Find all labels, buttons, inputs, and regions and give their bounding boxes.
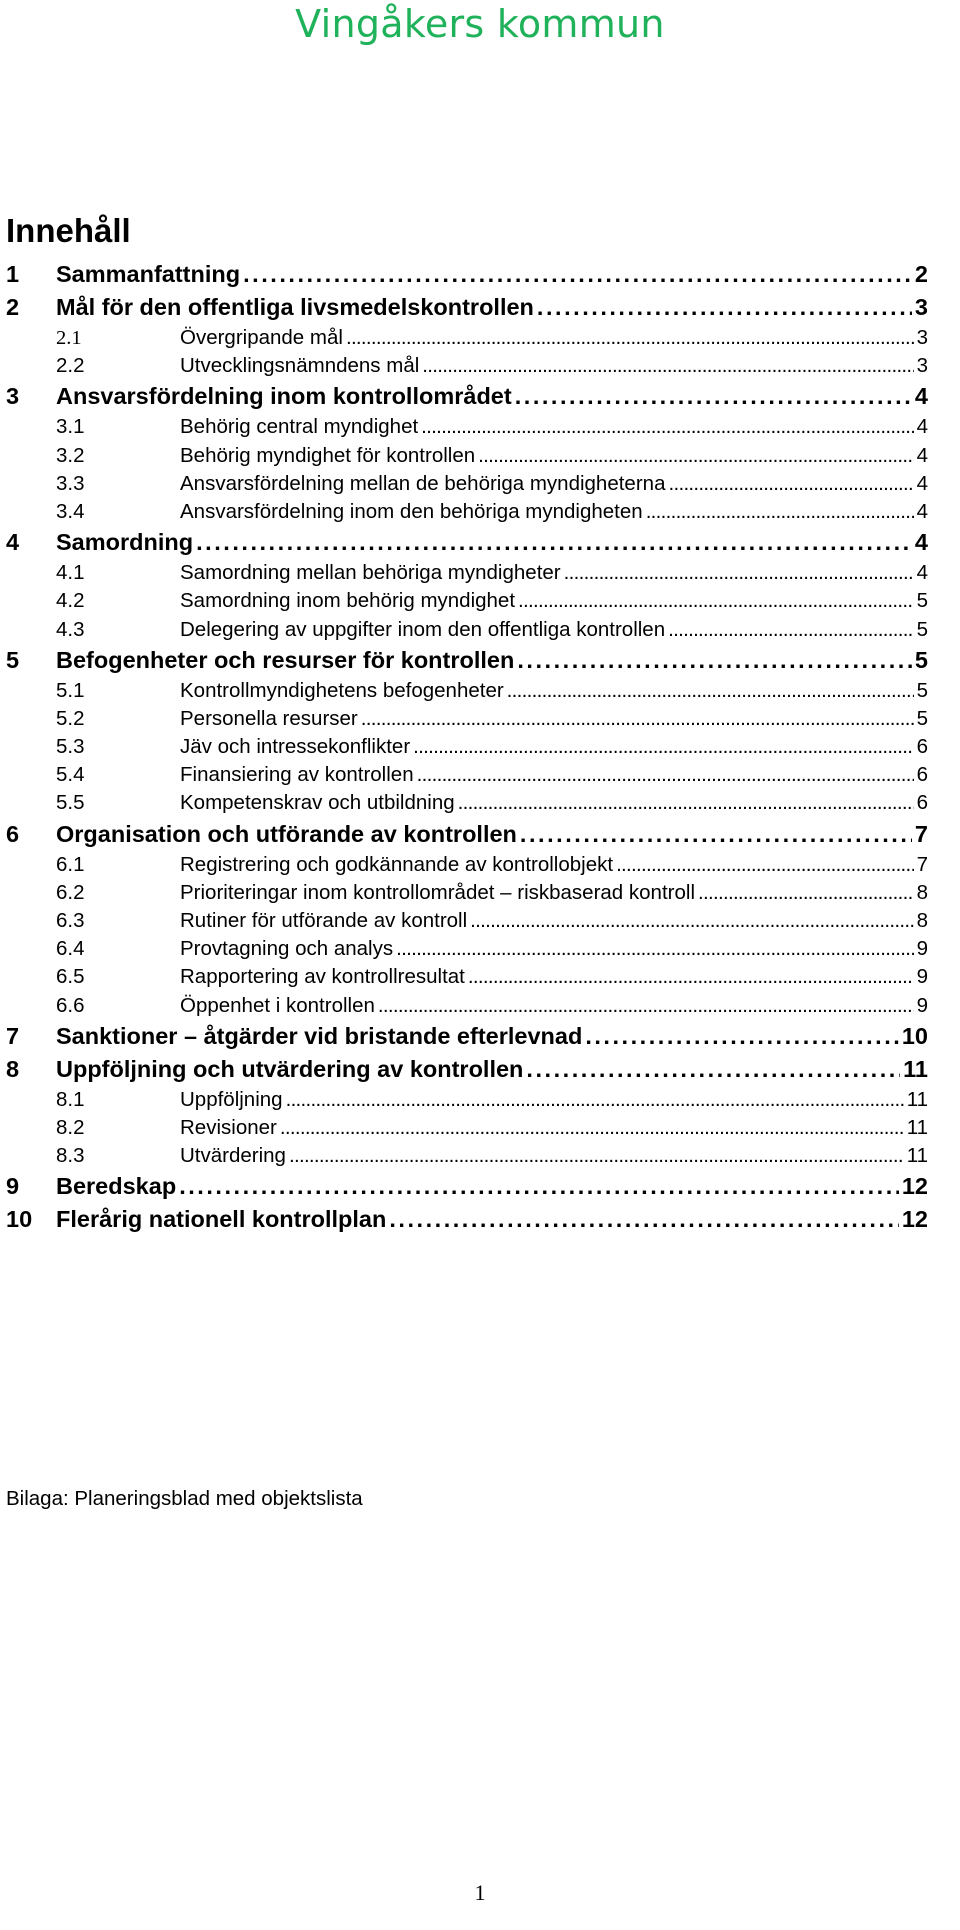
toc-entry-title: Finansiering av kontrollen	[180, 763, 414, 787]
toc-entry-title: Samordning inom behörig myndighet	[180, 589, 516, 613]
toc-entry-number: 5	[6, 646, 20, 673]
toc-entry-section[interactable]	[6, 498, 928, 526]
toc-entry-page: 5	[914, 646, 928, 673]
toc-entry-section[interactable]	[6, 789, 928, 817]
toc-entry-number: 3.2	[56, 443, 85, 467]
toc-dot-leader	[421, 413, 913, 441]
toc-entry-chapter[interactable]	[6, 1020, 928, 1053]
toc-entry-chapter[interactable]	[6, 1170, 928, 1203]
toc-entry-page: 9	[916, 965, 928, 989]
toc-dot-leader	[526, 1053, 900, 1086]
toc-entry-chapter[interactable]	[6, 1053, 928, 1086]
toc-entry-page: 5	[916, 678, 928, 702]
toc-entry-section[interactable]	[6, 1114, 928, 1142]
toc-entry-title: Rapportering av kontrollresultat	[180, 965, 465, 989]
toc-entry-section[interactable]	[6, 851, 928, 879]
toc-dot-leader	[389, 1203, 899, 1236]
toc-entry-title: Samordning mellan behöriga myndigheter	[180, 561, 561, 585]
toc-entry-number: 3.3	[56, 471, 85, 495]
toc-entry-number: 5.4	[56, 763, 85, 787]
toc-dot-leader	[413, 733, 913, 761]
toc-entry-page: 3	[916, 326, 928, 349]
toc-entry-chapter[interactable]	[6, 818, 928, 851]
municipality-logo-text: Vingåkers kommun	[295, 2, 665, 46]
toc-entry-number: 6.6	[56, 993, 85, 1017]
toc-entry-page: 6	[916, 763, 928, 787]
toc-entry-title: Jäv och intressekonflikter	[180, 735, 411, 759]
toc-entry-page: 2	[914, 261, 928, 287]
toc-entry-page: 4	[916, 415, 928, 439]
toc-entry-section[interactable]	[6, 413, 928, 441]
toc-entry-number: 4	[6, 529, 20, 556]
toc-entry-number: 6.2	[56, 880, 85, 904]
toc-entry-number: 9	[6, 1173, 20, 1200]
toc-entry-title: Kompetenskrav och utbildning	[180, 791, 455, 815]
toc-entry-title: Uppföljning	[180, 1087, 283, 1111]
toc-entry-page: 8	[916, 909, 928, 932]
toc-entry-number: 2.1	[56, 327, 82, 349]
toc-entry-number: 8.2	[56, 1115, 85, 1139]
toc-dot-leader	[646, 498, 914, 526]
toc-entry-title: Sammanfattning	[56, 261, 241, 287]
toc-entry-title: Mål för den offentliga livsmedelskontrollen	[56, 294, 534, 320]
toc-entry-number: 3	[6, 383, 20, 410]
toc-dot-leader	[378, 992, 914, 1020]
toc-entry-number: 5.3	[56, 735, 85, 759]
table-of-contents	[6, 258, 928, 1236]
toc-entry-title: Utvärdering	[180, 1144, 286, 1168]
toc-dot-leader	[698, 879, 914, 907]
toc-entry-title: Provtagning och analys	[180, 937, 394, 961]
toc-dot-leader	[517, 644, 912, 677]
toc-dot-leader	[179, 1170, 899, 1203]
toc-entry-page: 4	[916, 471, 928, 495]
toc-entry-section[interactable]	[6, 907, 928, 935]
toc-entry-number: 4.3	[56, 617, 85, 641]
toc-entry-number: 5.1	[56, 678, 85, 702]
toc-entry-title: Revisioner	[180, 1115, 277, 1139]
toc-dot-leader	[243, 258, 912, 291]
toc-entry-page: 4	[914, 529, 928, 556]
toc-dot-leader	[564, 559, 914, 587]
toc-entry-section[interactable]	[6, 761, 928, 789]
toc-entry-page: 12	[901, 1173, 928, 1200]
toc-entry-page: 9	[916, 993, 928, 1017]
toc-entry-title: Samordning	[56, 529, 194, 556]
toc-entry-title: Uppföljning och utvärdering av kontrollen	[56, 1055, 524, 1082]
toc-dot-leader	[515, 380, 912, 413]
toc-entry-page: 6	[916, 735, 928, 759]
toc-entry-title: Utvecklingsnämndens mål	[180, 354, 420, 378]
toc-entry-section[interactable]	[6, 616, 928, 644]
toc-entry-number: 5.5	[56, 791, 85, 815]
toc-entry-page: 12	[901, 1206, 928, 1233]
toc-entry-page: 11	[906, 1087, 928, 1111]
toc-entry-section[interactable]	[6, 963, 928, 991]
toc-dot-leader	[280, 1114, 904, 1142]
toc-entry-page: 6	[916, 791, 928, 815]
toc-dot-leader	[470, 907, 913, 935]
toc-entry-number: 4.1	[56, 561, 85, 585]
toc-entry-number: 6.5	[56, 965, 85, 989]
toc-dot-leader	[422, 352, 913, 380]
toc-dot-leader	[668, 470, 913, 498]
toc-entry-page: 11	[906, 1144, 928, 1168]
toc-entry-number: 2	[6, 294, 20, 320]
toc-entry-title: Delegering av uppgifter inom den offentliga kontrollen	[180, 617, 666, 641]
toc-entry-section[interactable]	[6, 352, 928, 380]
toc-dot-leader	[585, 1020, 899, 1053]
toc-dot-leader	[518, 587, 914, 615]
toc-dot-leader	[289, 1142, 904, 1170]
toc-entry-number: 10	[6, 1206, 33, 1233]
toc-entry-page: 5	[916, 617, 928, 641]
toc-entry-number: 1	[6, 261, 20, 287]
toc-dot-leader	[286, 1086, 904, 1114]
toc-entry-page: 11	[906, 1115, 928, 1139]
toc-entry-title: Prioriteringar inom kontrollområdet – riskbaserad kontroll	[180, 880, 695, 904]
toc-entry-chapter[interactable]	[6, 291, 928, 324]
toc-dot-leader	[468, 963, 914, 991]
toc-entry-page: 4	[916, 499, 928, 523]
toc-entry-number: 3.1	[56, 415, 85, 439]
toc-entry-number: 5.2	[56, 706, 85, 730]
toc-dot-leader	[417, 761, 914, 789]
toc-dot-leader	[537, 291, 912, 324]
toc-entry-number: 4.2	[56, 589, 85, 613]
toc-entry-title: Befogenheter och resurser för kontrollen	[56, 646, 515, 673]
toc-dot-leader	[616, 851, 914, 879]
toc-entry-title: Rutiner för utförande av kontroll	[180, 909, 468, 932]
toc-entry-chapter[interactable]	[6, 644, 928, 677]
toc-entry-title: Kontrollmyndighetens befogenheter	[180, 678, 504, 702]
toc-entry-page: 3	[914, 294, 928, 320]
toc-dot-leader	[346, 324, 914, 352]
toc-entry-chapter[interactable]	[6, 1203, 928, 1236]
toc-entry-page: 7	[916, 852, 928, 876]
toc-entry-section[interactable]	[6, 935, 928, 963]
toc-entry-title: Öppenhet i kontrollen	[180, 993, 375, 1017]
toc-entry-section[interactable]	[6, 733, 928, 761]
appendix-note: Bilaga: Planeringsblad med objektslista	[6, 1487, 363, 1510]
toc-entry-section[interactable]	[6, 1086, 928, 1114]
toc-entry-page: 5	[916, 706, 928, 730]
toc-entry-section[interactable]	[6, 879, 928, 907]
toc-entry-page: 7	[914, 820, 928, 847]
toc-entry-page: 5	[916, 589, 928, 613]
toc-entry-title: Registrering och godkännande av kontrollobjekt	[180, 852, 614, 876]
toc-entry-section[interactable]	[6, 677, 928, 705]
toc-entry-page: 8	[916, 880, 928, 904]
toc-entry-title: Behörig central myndighet	[180, 415, 419, 439]
toc-entry-section[interactable]	[6, 587, 928, 615]
toc-entry-page: 9	[916, 937, 928, 961]
toc-entry-title: Övergripande mål	[180, 326, 343, 349]
toc-entry-number: 7	[6, 1022, 20, 1049]
toc-entry-section[interactable]	[6, 1142, 928, 1170]
toc-dot-leader	[507, 677, 914, 705]
toc-entry-number: 6.4	[56, 937, 85, 961]
toc-entry-section[interactable]	[6, 559, 928, 587]
toc-entry-number: 3.4	[56, 499, 85, 523]
toc-dot-leader	[458, 789, 914, 817]
toc-dot-leader	[361, 705, 914, 733]
toc-entry-title: Personella resurser	[180, 706, 358, 730]
toc-entry-title: Sanktioner – åtgärder vid bristande efterlevnad	[56, 1022, 583, 1049]
toc-entry-title: Ansvarsfördelning mellan de behöriga myndigheterna	[180, 471, 666, 495]
toc-entry-section[interactable]	[6, 992, 928, 1020]
toc-entry-number: 8	[6, 1055, 20, 1082]
toc-entry-number: 6	[6, 820, 20, 847]
toc-entry-page: 4	[916, 443, 928, 467]
toc-entry-number: 8.3	[56, 1144, 85, 1168]
toc-entry-section[interactable]	[6, 705, 928, 733]
toc-dot-leader	[196, 526, 912, 559]
toc-dot-leader	[478, 442, 913, 470]
toc-entry-title: Ansvarsfördelning inom kontrollområdet	[56, 383, 512, 410]
toc-entry-chapter[interactable]	[6, 526, 928, 559]
toc-dot-leader	[520, 818, 912, 851]
toc-entry-title: Behörig myndighet för kontrollen	[180, 443, 476, 467]
toc-entry-number: 8.1	[56, 1087, 85, 1111]
toc-dot-leader	[668, 616, 913, 644]
toc-entry-number: 6.3	[56, 909, 85, 932]
toc-dot-leader	[396, 935, 913, 963]
toc-entry-page: 4	[916, 561, 928, 585]
toc-entry-page: 4	[914, 383, 928, 410]
toc-entry-title: Ansvarsfördelning inom den behöriga myndigheten	[180, 499, 643, 523]
page-number: 1	[474, 1880, 486, 1905]
toc-heading: Innehåll	[6, 212, 131, 249]
toc-entry-section[interactable]	[6, 324, 928, 352]
toc-entry-number: 6.1	[56, 852, 85, 876]
toc-entry-chapter[interactable]	[6, 380, 928, 413]
toc-entry-page: 3	[916, 354, 928, 378]
toc-entry-page: 11	[903, 1055, 928, 1082]
toc-entry-chapter[interactable]	[6, 258, 928, 291]
toc-entry-section[interactable]	[6, 442, 928, 470]
toc-entry-section[interactable]	[6, 470, 928, 498]
toc-entry-number: 2.2	[56, 354, 85, 378]
toc-entry-title: Flerårig nationell kontrollplan	[56, 1206, 387, 1233]
toc-entry-page: 10	[901, 1022, 928, 1049]
toc-entry-title: Organisation och utförande av kontrollen	[56, 820, 517, 847]
toc-entry-title: Beredskap	[56, 1173, 177, 1200]
